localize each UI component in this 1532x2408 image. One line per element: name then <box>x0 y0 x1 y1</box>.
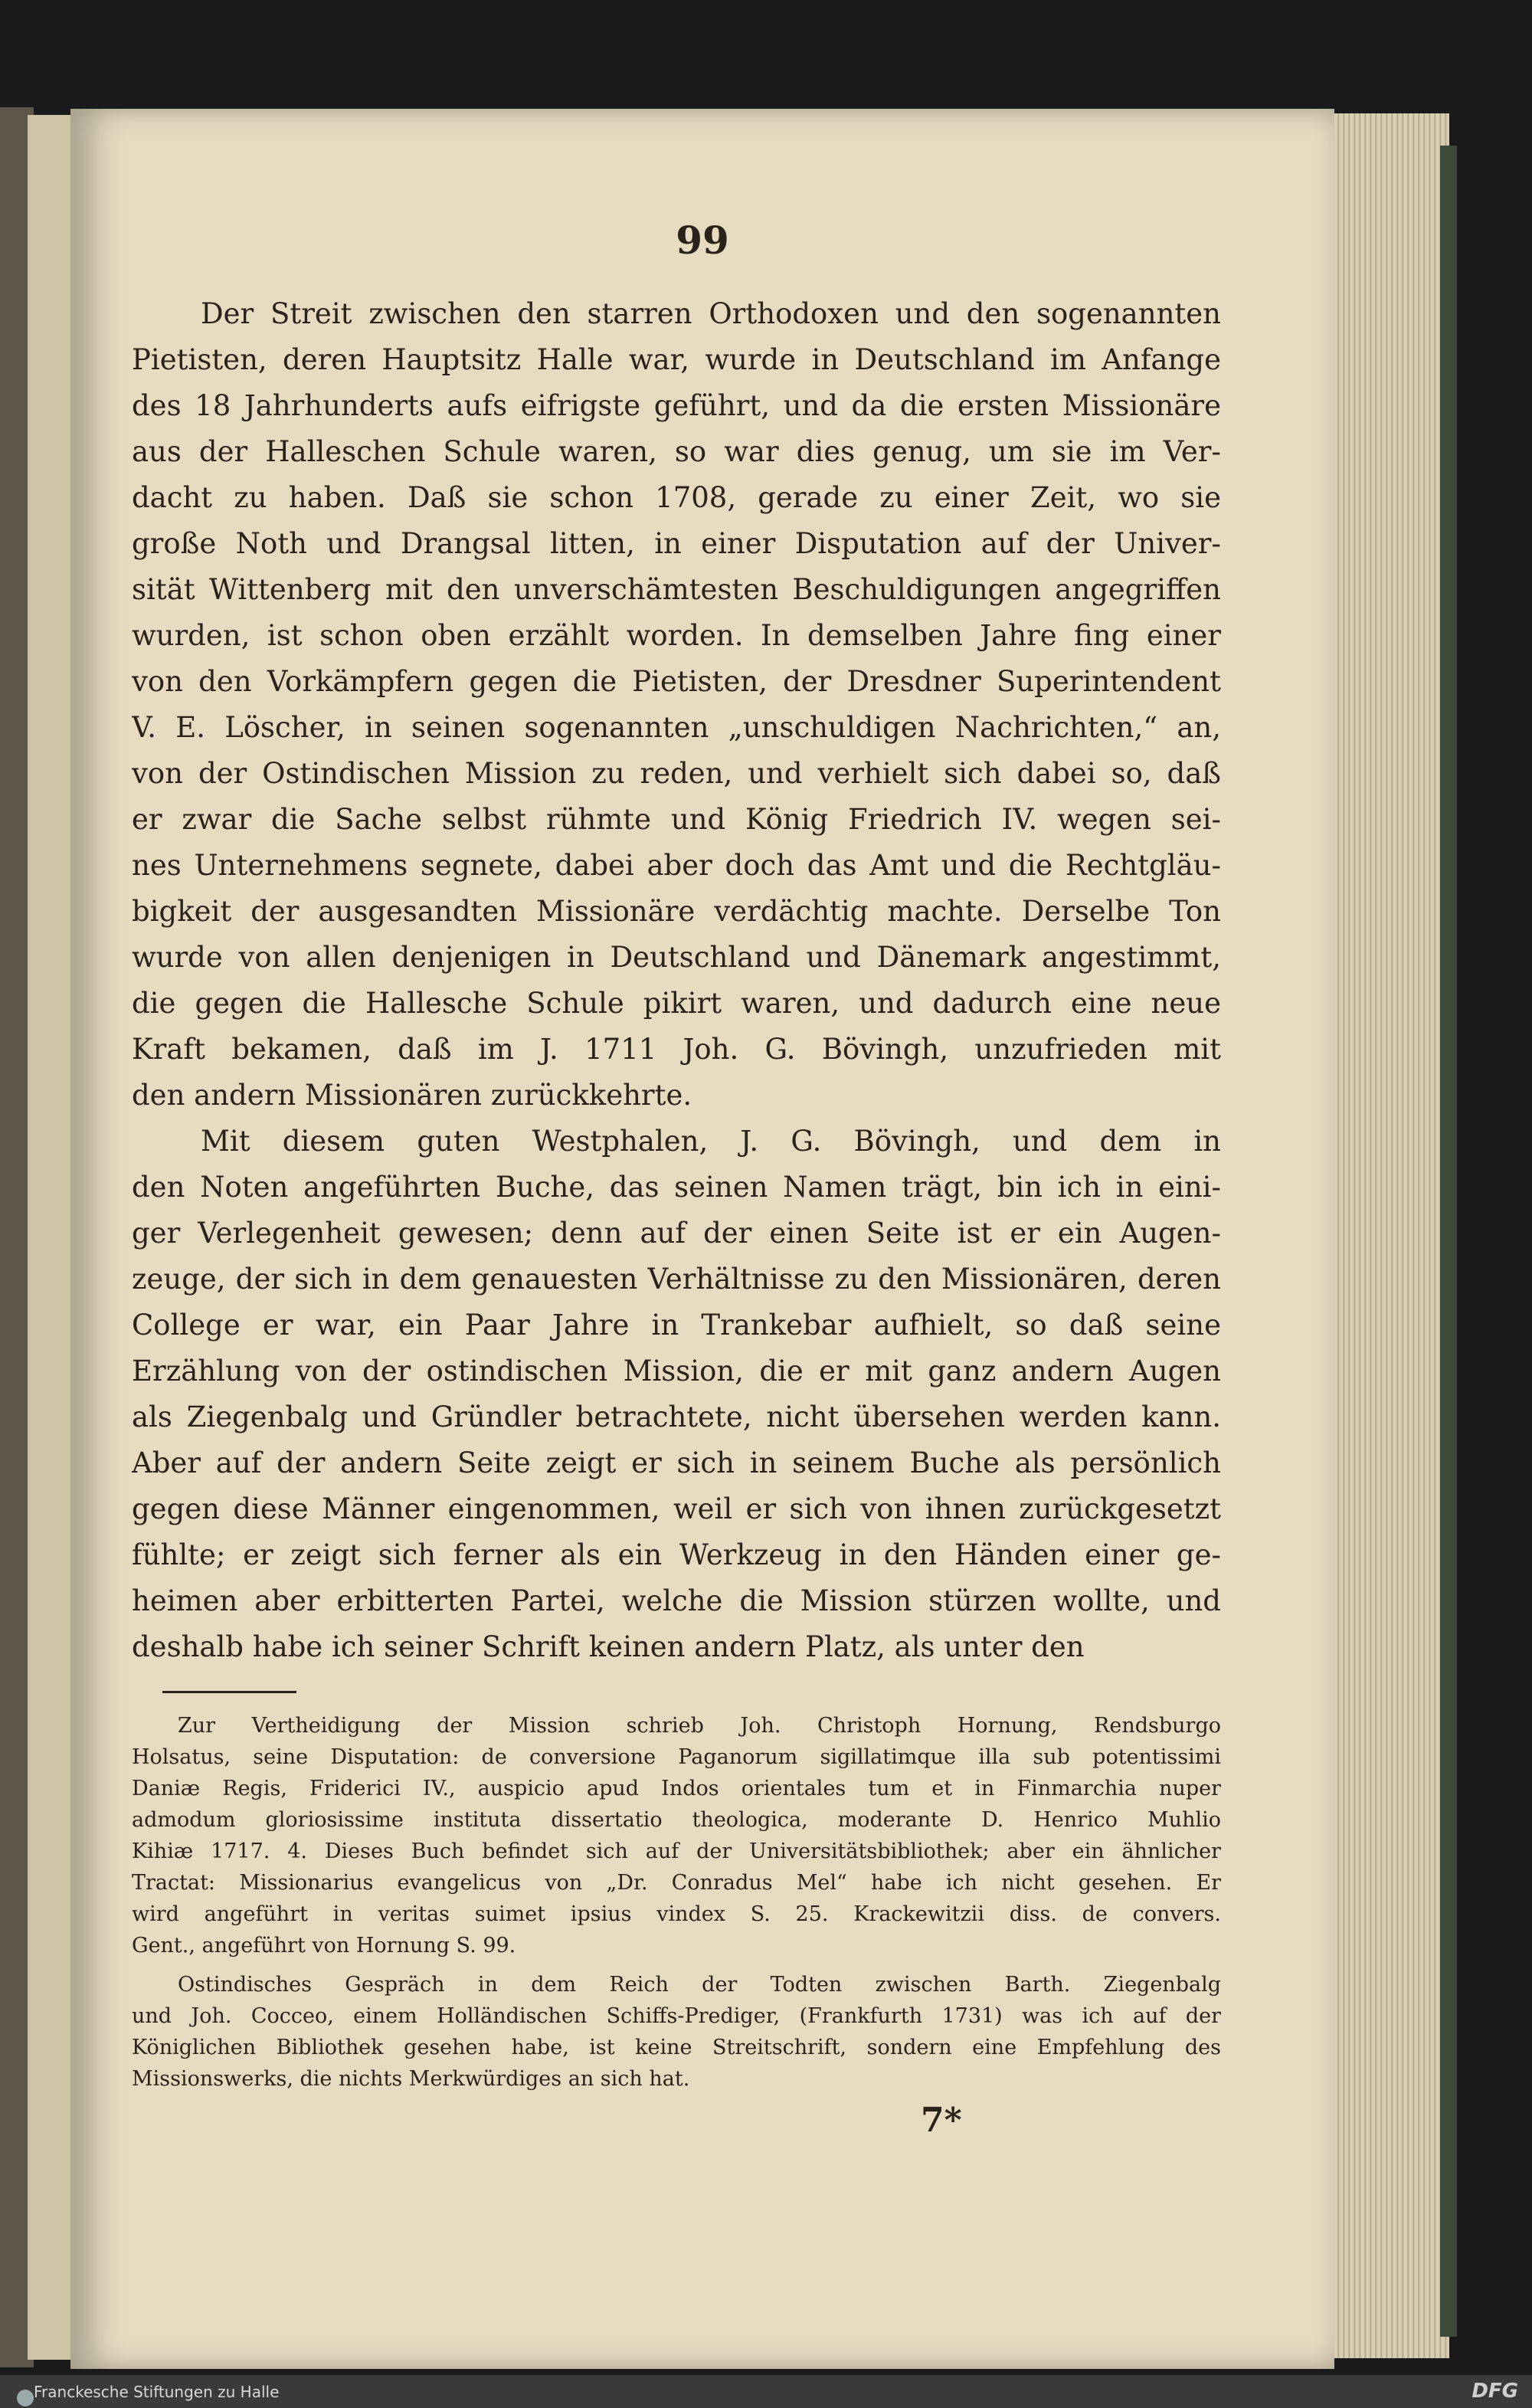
text-line: wurden, ist schon oben erzählt worden. In demselben Jahre fing einer <box>132 619 1221 652</box>
footnote-2 <box>132 1969 1221 2095</box>
text-line: den Noten angeführten Buche, das seinen Namen trägt, bin ich in eini- <box>132 1171 1221 1204</box>
text-line: von der Ostindischen Mission zu reden, und verhielt sich dabei so, daß <box>132 757 1221 790</box>
text-line: die gegen die Hallesche Schule pikirt waren, und dadurch eine neue <box>132 987 1221 1020</box>
institution-name: Franckesche Stiftungen zu Halle <box>34 2383 280 2401</box>
text-line: als Ziegenbalg und Gründler betrachtete, nicht übersehen werden kann. <box>132 1401 1221 1433</box>
footnote-line: Gent., angeführt von Hornung S. 99. <box>132 1934 516 1958</box>
book-cover-edge <box>1440 146 1457 2337</box>
text-line: große Noth und Drangsal litten, in einer Disputation auf der Univer- <box>132 527 1221 560</box>
left-page-edge <box>28 115 76 2360</box>
text-line: zeuge, der sich in dem genauesten Verhältnisse zu den Missionären, deren <box>132 1263 1221 1296</box>
text-line: Aber auf der andern Seite zeigt er sich in seinem Buche als persönlich <box>132 1446 1221 1479</box>
page-number: 99 <box>676 218 729 263</box>
signature-mark: 7* <box>921 2101 962 2140</box>
text-line: ger Verlegenheit gewesen; denn auf der einen Seite ist er ein Augen- <box>132 1217 1221 1250</box>
footnote-1 <box>132 1710 1221 1961</box>
main-text <box>132 291 1221 1670</box>
page-stack-edges <box>1334 113 1449 2358</box>
footnote-line: Tractat: Missionarius evangelicus von „Dr. Conradus Mel“ habe ich nicht gesehen. Er <box>132 1871 1221 1895</box>
text-line: nes Unternehmens segnete, dabei aber doch das Amt und die Rechtgläu- <box>132 849 1221 882</box>
text-line: College er war, ein Paar Jahre in Trankebar aufhielt, so daß seine <box>132 1309 1221 1342</box>
dfg-logo: DFG <box>1471 2380 1518 2403</box>
text-line: von den Vorkämpfern gegen die Pietisten, der Dresdner Superintendent <box>132 665 1221 698</box>
text-line: dacht zu haben. Daß sie schon 1708, gerade zu einer Zeit, wo sie <box>132 481 1221 514</box>
text-line: Pietisten, deren Hauptsitz Halle war, wurde in Deutschland im Anfange <box>132 343 1221 376</box>
text-line: heimen aber erbitterten Partei, welche die Mission stürzen wollte, und <box>132 1584 1221 1617</box>
text-line: V. E. Löscher, in seinen sogenannten „unschuldigen Nachrichten,“ an, <box>132 711 1221 744</box>
footnote-line: wird angeführt in veritas suimet ipsius vindex S. 25. Krackewitzii diss. de convers. <box>132 1902 1221 1926</box>
text-line: Kraft bekamen, daß im J. 1711 Joh. G. Bövingh, unzufrieden mit <box>132 1033 1221 1066</box>
text-line: Erzählung von der ostindischen Mission, die er mit ganz andern Augen <box>132 1355 1221 1387</box>
text-line: er zwar die Sache selbst rühmte und König Friedrich IV. wegen sei- <box>132 803 1221 836</box>
text-line: Der Streit zwischen den starren Orthodoxen und den sogenannten <box>201 297 1221 330</box>
footnote-line: admodum gloriosissime instituta dissertatio theologica, moderante D. Henrico Muhlio <box>132 1808 1221 1832</box>
footnote-line: Daniæ Regis, Friderici IV., auspicio apud Indos orientales tum et in Finmarchia nuper <box>132 1777 1221 1800</box>
text-line: wurde von allen denjenigen in Deutschland und Dänemark angestimmt, <box>132 941 1221 974</box>
footnote-rule <box>162 1691 296 1693</box>
text-line: aus der Halleschen Schule waren, so war dies genug, um sie im Ver- <box>132 435 1221 468</box>
footnote-line: Ostindisches Gespräch in dem Reich der Todten zwischen Barth. Ziegenbalg <box>178 1973 1221 1997</box>
institution-logo-icon <box>17 2390 34 2406</box>
footnote-line: und Joh. Cocceo, einem Holländischen Schiffs-Prediger, (Frankfurth 1731) was ich auf der <box>132 2004 1221 2028</box>
text-line: sität Wittenberg mit den unverschämtesten Beschuldigungen angegriffen <box>132 573 1221 606</box>
text-line: bigkeit der ausgesandten Missionäre verdächtig machte. Derselbe Ton <box>132 895 1221 928</box>
footnote-line: Missionswerks, die nichts Merkwürdiges an sich hat. <box>132 2067 690 2091</box>
footnote-line: Königlichen Bibliothek gesehen habe, ist keine Streitschrift, sondern eine Empfehlung des <box>132 2036 1221 2059</box>
footnote-line: Holsatus, seine Disputation: de conversione Paganorum sigillatimque illa sub potentissimi <box>132 1745 1221 1769</box>
book-page <box>70 109 1334 2369</box>
footnote-line: Kihiæ 1717. 4. Dieses Buch befindet sich auf der Universitätsbibliothek; aber ein ähnlicher <box>132 1840 1221 1863</box>
text-line: des 18 Jahrhunderts aufs eifrigste geführt, und da die ersten Missionäre <box>132 389 1221 422</box>
footnote-line: Zur Vertheidigung der Mission schrieb Joh. Christoph Hornung, Rendsburgo <box>178 1714 1221 1738</box>
footer-bar <box>0 2375 1532 2408</box>
text-line: gegen diese Männer eingenommen, weil er sich von ihnen zurückgesetzt <box>132 1492 1221 1525</box>
text-line: den andern Missionären zurückkehrte. <box>132 1079 692 1112</box>
text-line: Mit diesem guten Westphalen, J. G. Bövingh, und dem in <box>201 1125 1221 1158</box>
footer-institution <box>8 2383 279 2401</box>
text-line: fühlte; er zeigt sich ferner als ein Werkzeug in den Händen einer ge- <box>132 1538 1221 1571</box>
text-line: deshalb habe ich seiner Schrift keinen andern Platz, als unter den <box>132 1630 1085 1663</box>
